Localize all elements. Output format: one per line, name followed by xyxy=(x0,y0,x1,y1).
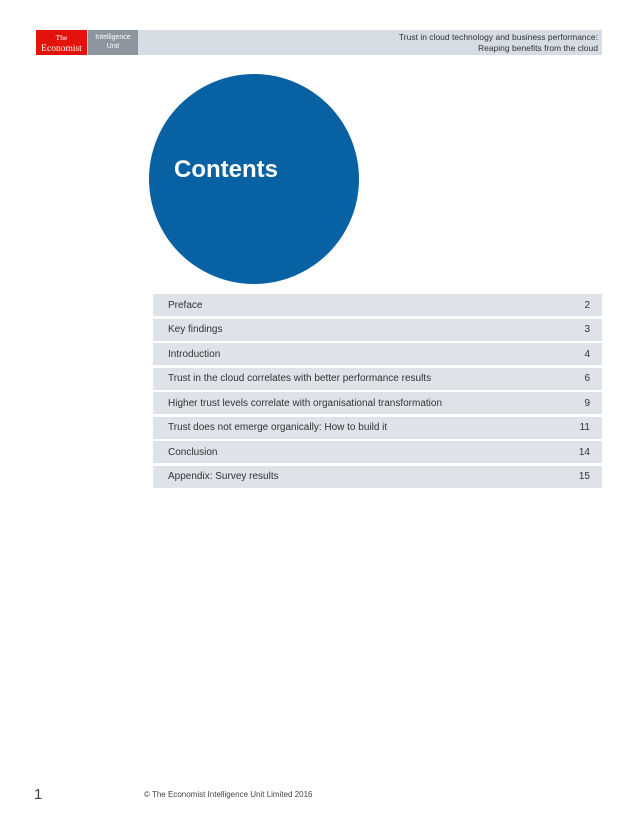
toc-entry-page[interactable]: 11 xyxy=(579,422,590,433)
toc-entry-title[interactable]: Trust does not emerge organically: How to build it xyxy=(168,422,388,433)
toc-entry-title[interactable]: Higher trust levels correlate with organisational transformation xyxy=(168,397,443,409)
toc-entry-title[interactable]: Trust in the cloud correlates with better performance results xyxy=(168,373,432,384)
eiu-logo xyxy=(88,30,138,55)
toc-row[interactable] xyxy=(153,343,602,365)
toc-row[interactable] xyxy=(153,319,602,341)
toc-entry-title[interactable]: Preface xyxy=(168,299,203,311)
toc-entry-page[interactable]: 4 xyxy=(584,348,590,360)
toc-entry-page[interactable]: 2 xyxy=(584,299,590,311)
toc-row[interactable] xyxy=(153,417,602,439)
table-of-contents xyxy=(153,294,602,490)
toc-entry-title[interactable]: Appendix: Survey results xyxy=(168,471,279,482)
toc-entry-title[interactable]: Key findings xyxy=(168,324,223,335)
toc-entry-page[interactable]: 9 xyxy=(584,397,590,409)
report-title xyxy=(268,32,598,53)
toc-entry-title[interactable]: Conclusion xyxy=(168,446,218,458)
copyright-notice: © The Economist Intelligence Unit Limited 2016 xyxy=(144,790,313,799)
logo-line-2: Economist xyxy=(41,44,82,54)
toc-entry-page[interactable]: 15 xyxy=(578,471,590,482)
toc-entry-title[interactable]: Introduction xyxy=(168,348,221,360)
eiu-line-2: Unit xyxy=(106,43,120,50)
toc-row[interactable] xyxy=(153,294,602,316)
logo-line-1: The xyxy=(55,33,68,42)
economist-logo xyxy=(36,30,87,55)
toc-row[interactable] xyxy=(153,368,602,390)
toc-row[interactable] xyxy=(153,441,602,463)
eiu-line-1: Intelligence xyxy=(95,34,131,41)
contents-heading: Contents xyxy=(174,156,278,183)
toc-entry-page[interactable]: 3 xyxy=(584,324,590,335)
toc-entry-page[interactable]: 14 xyxy=(578,446,590,458)
page-number: 1 xyxy=(34,786,43,803)
toc-entry-page[interactable]: 6 xyxy=(584,373,590,384)
toc-row[interactable] xyxy=(153,466,602,488)
toc-row[interactable] xyxy=(153,392,602,414)
report-title-line-1: Trust in cloud technology and business performance: xyxy=(398,32,598,42)
report-title-line-2: Reaping benefits from the cloud xyxy=(477,42,598,53)
